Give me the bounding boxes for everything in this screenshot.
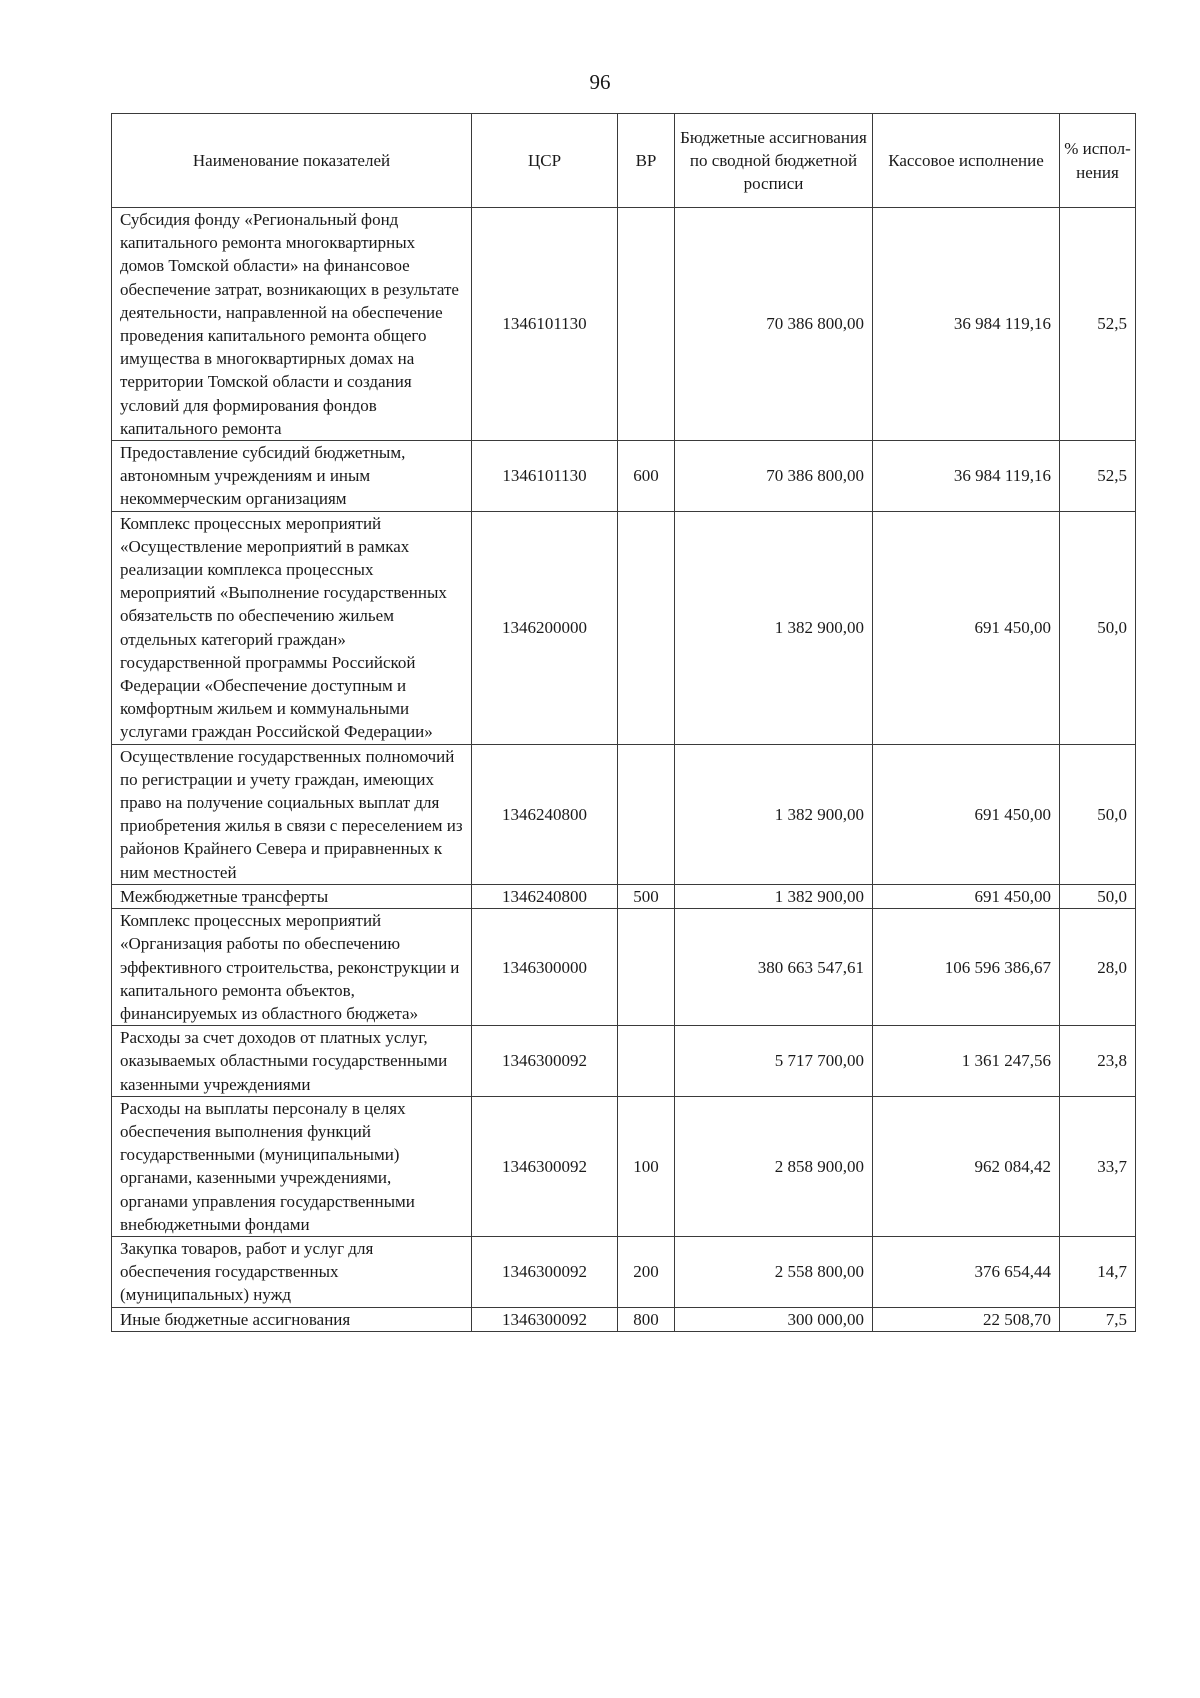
row-cash: 691 450,00: [873, 744, 1060, 884]
row-percent: 14,7: [1060, 1236, 1136, 1307]
table-row: [112, 909, 1136, 1026]
row-csr: 1346101130: [472, 441, 618, 512]
header-name: Наименование показателей: [112, 114, 472, 208]
header-cash: Кассовое исполнение: [873, 114, 1060, 208]
row-name: Закупка товаров, работ и услуг для обеспечения государственных (муниципальных) нужд: [112, 1236, 472, 1307]
row-csr: 1346300092: [472, 1236, 618, 1307]
budget-execution-table: [111, 113, 1136, 1332]
row-vr: [618, 208, 675, 441]
row-csr: 1346300092: [472, 1096, 618, 1236]
row-vr: 100: [618, 1096, 675, 1236]
table-row: [112, 884, 1136, 908]
row-cash: 36 984 119,16: [873, 441, 1060, 512]
row-vr: 200: [618, 1236, 675, 1307]
row-budget: 2 558 800,00: [675, 1236, 873, 1307]
table-row: [112, 744, 1136, 884]
row-name: Иные бюджетные ассигнования: [112, 1307, 472, 1331]
row-budget: 70 386 800,00: [675, 208, 873, 441]
row-cash: 962 084,42: [873, 1096, 1060, 1236]
row-name: Расходы за счет доходов от платных услуг, оказываемых областными государственными казенными учреждениями: [112, 1026, 472, 1097]
page-number: 96: [589, 70, 611, 94]
row-cash: 691 450,00: [873, 884, 1060, 908]
row-csr: 1346300000: [472, 909, 618, 1026]
row-percent: 52,5: [1060, 208, 1136, 441]
table-row: [112, 1307, 1136, 1331]
row-percent: 23,8: [1060, 1026, 1136, 1097]
row-name: Предоставление субсидий бюджетным, автономным учреждениям и иным некоммерческим организациям: [112, 441, 472, 512]
row-name: Комплекс процессных мероприятий «Организация работы по обеспечению эффективного строительства, реконструкции и капитального ремонта объектов, финансируемых из областного бюджета»: [112, 909, 472, 1026]
table-row: [112, 511, 1136, 744]
row-vr: 500: [618, 884, 675, 908]
row-csr: 1346101130: [472, 208, 618, 441]
row-name: Субсидия фонду «Региональный фонд капитального ремонта многоквартирных домов Томской области» на финансовое обеспечение затрат, возникающих в результате деятельности, направленной на обеспечение проведения капитального ремонта общего имущества в многоквартирных домах на территории Томской области и создания условий для формирования фондов капитального ремонта: [112, 208, 472, 441]
table-row: [112, 441, 1136, 512]
row-budget: 70 386 800,00: [675, 441, 873, 512]
row-percent: 28,0: [1060, 909, 1136, 1026]
header-vr: ВР: [618, 114, 675, 208]
row-vr: [618, 909, 675, 1026]
row-percent: 50,0: [1060, 511, 1136, 744]
row-budget: 1 382 900,00: [675, 884, 873, 908]
table-row: [112, 1236, 1136, 1307]
row-cash: 36 984 119,16: [873, 208, 1060, 441]
row-budget: 300 000,00: [675, 1307, 873, 1331]
row-cash: 106 596 386,67: [873, 909, 1060, 1026]
row-vr: [618, 511, 675, 744]
header-percent: % испол-нения: [1060, 114, 1136, 208]
row-budget: 380 663 547,61: [675, 909, 873, 1026]
row-budget: 2 858 900,00: [675, 1096, 873, 1236]
row-cash: 376 654,44: [873, 1236, 1060, 1307]
row-name: Расходы на выплаты персоналу в целях обеспечения выполнения функций государственными (муниципальными) органами, казенными учреждениями, органами управления государственными внебюджетными фондами: [112, 1096, 472, 1236]
header-budget: Бюджетные ассигнования по сводной бюджетной росписи: [675, 114, 873, 208]
row-name: Комплекс процессных мероприятий «Осуществление мероприятий в рамках реализации комплекса процессных мероприятий «Выполнение государственных обязательств по обеспечению жильем отдельных категорий граждан» государственной программы Российской Федерации «Обеспечение доступным и комфортным жильем и коммунальными услугами граждан Российской Федерации»: [112, 511, 472, 744]
row-cash: 1 361 247,56: [873, 1026, 1060, 1097]
row-csr: 1346200000: [472, 511, 618, 744]
row-cash: 691 450,00: [873, 511, 1060, 744]
row-vr: [618, 1026, 675, 1097]
row-percent: 50,0: [1060, 884, 1136, 908]
row-vr: 800: [618, 1307, 675, 1331]
row-budget: 1 382 900,00: [675, 511, 873, 744]
row-budget: 5 717 700,00: [675, 1026, 873, 1097]
row-cash: 22 508,70: [873, 1307, 1060, 1331]
row-percent: 52,5: [1060, 441, 1136, 512]
row-vr: [618, 744, 675, 884]
table-row: [112, 208, 1136, 441]
row-csr: 1346240800: [472, 884, 618, 908]
row-name: Межбюджетные трансферты: [112, 884, 472, 908]
row-percent: 50,0: [1060, 744, 1136, 884]
row-percent: 7,5: [1060, 1307, 1136, 1331]
table-header-row: [112, 114, 1136, 208]
table-row: [112, 1096, 1136, 1236]
row-csr: 1346300092: [472, 1026, 618, 1097]
header-csr: ЦСР: [472, 114, 618, 208]
table-row: [112, 1026, 1136, 1097]
row-csr: 1346240800: [472, 744, 618, 884]
row-budget: 1 382 900,00: [675, 744, 873, 884]
row-name: Осуществление государственных полномочий по регистрации и учету граждан, имеющих право на получение социальных выплат для приобретения жилья в связи с переселением из районов Крайнего Севера и приравненных к ним местностей: [112, 744, 472, 884]
row-percent: 33,7: [1060, 1096, 1136, 1236]
row-vr: 600: [618, 441, 675, 512]
row-csr: 1346300092: [472, 1307, 618, 1331]
